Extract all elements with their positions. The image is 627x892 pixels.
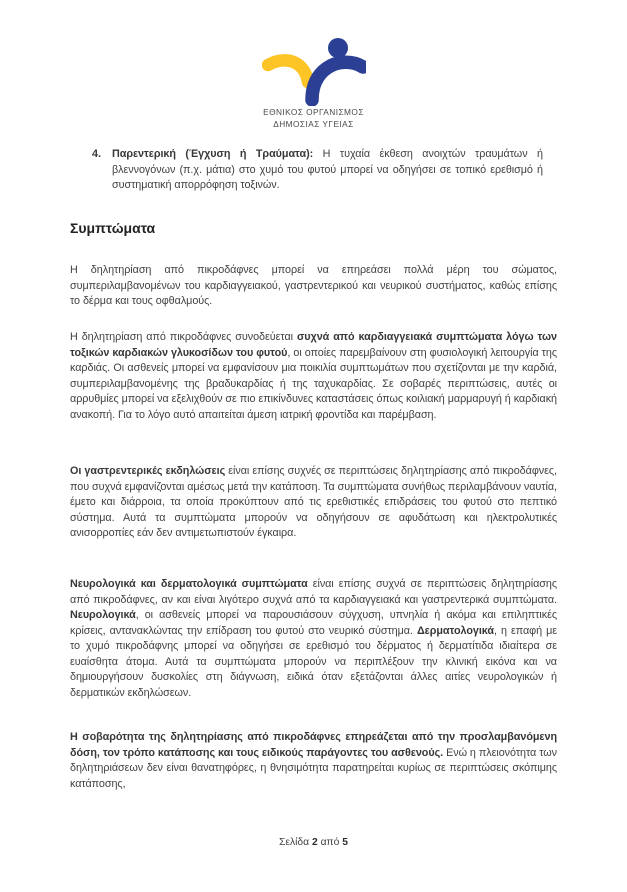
paragraph-gastrointestinal: Οι γαστρεντερικές εκδηλώσεις είναι επίσης συχνές σε περιπτώσεις δηλητηρίασης από πικροδάφνες, που συχνά εμφανίζονται αμέσως μετά την κατάποση. Τα συμπτώματα συνήθως περιλαμβάνουν ναυτία, έμετο και διάρροια, τα οποία προκύπτουν από τις ερεθιστικές επιδράσεις του φυτού στο πεπτικό σύστημα. Αυτά τα συμπτώματα μπορούν να οδηγήσουν σε αφυδάτωση και ηλεκτρολυτικές ανισορροπίες εάν δεν αντιμετωπιστούν έγκαιρα.: [70, 465, 557, 539]
paragraph-cardiovascular: Η δηλητηρίαση από πικροδάφνες συνοδεύεται συχνά από καρδιαγγειακά συμπτώματα λόγω των τοξικών καρδιακών γλυκοσίδων του φυτού, οι οποίες παρεμβαίνουν στη φυσιολογική λειτουργία της καρδιάς. Οι ασθενείς μπορεί να εμφανίσουν μια ποικιλία συμπτωμάτων που σχετίζονται με την καρδιά, συμπεριλαμβανομένης της βραδυκαρδίας ή της ταχυκαρδίας. Σε σοβαρές περιπτώσεις, αυτές οι αρρυθμίες μπορεί να εξελιχθούν σε πιο επικίνδυνες καταστάσεις όπως κοιλιακή μαρμαρυγή ή καρδιακή ανακοπή. Για το λόγο αυτό απαιτείται άμεση ιατρική φροντίδα και παρέμβαση.: [70, 331, 557, 421]
org-name-line2: ΔΗΜΟΣΙΑΣ ΥΓΕΙΑΣ: [273, 119, 354, 129]
eody-logo-icon: [262, 36, 366, 106]
numbered-list-item-4: [92, 147, 543, 194]
org-logo: [0, 36, 627, 130]
paragraph-neuro-dermatological: Νευρολογικά και δερματολογικά συμπτώματα είναι επίσης συχνά σε περιπτώσεις δηλητηρίασης από πικροδάφνες, αν και είναι λιγότερο συχνά από τα καρδιαγγειακά και γαστρεντερικά συμπτώματα. Νευρολογικά, οι ασθενείς μπορεί να παρουσιάσουν σύγχυση, υπνηλία ή ακόμα και επιληπτικές κρίσεις, αντανακλώντας την επίδραση του φυτού στο νευρικό σύστημα. Δερματολογικά, η επαφή με το χυμό πικροδάφνης μπορεί να οδηγήσει σε ερεθισμό του δέρματος ή δερματίτιδα ιδιαίτερα σε ευαίσθητα άτομα. Αυτά τα συμπτώματα μπορούν να περιπλέξουν την κλινική εικόνα και να δημιουργήσουν δυσκολίες στη διάγνωση, ειδικά όταν εξετάζονται άλλες αιτίες νευρολογικών ή δερματικών εκδηλώσεων.: [70, 578, 557, 699]
paragraph-severity: Η σοβαρότητα της δηλητηρίασης από πικροδάφνες επηρεάζεται από την προσλαμβανόμενη δόση, τον τρόπο κατάποσης και τους ειδικούς παράγοντες του ασθενούς. Ενώ η πλειονότητα των δηλητηριάσεων δεν είναι θανατηφόρες, η θνησιμότητα παρατηρείται κυρίως σε περιπτώσεις σκόπιμης κατάποσης,: [70, 731, 558, 790]
section-heading-symptoms: Συμπτώματα: [70, 220, 156, 236]
paragraph-overview: Η δηλητηρίαση από πικροδάφνες μπορεί να επηρεάσει πολλά μέρη του σώματος, συμπεριλαμβανομένων του καρδιαγγειακού, γαστρεντερικού και νευρικού συστήματος, καθώς επίσης το δέρμα και τους οφθαλμούς.: [70, 264, 557, 307]
org-name-line1: ΕΘΝΙΚΟΣ ΟΡΓΑΝΙΣΜΟΣ: [263, 107, 364, 117]
page-number-footer: Σελίδα 2 από 5: [279, 837, 348, 848]
list-item-number: 4.: [92, 148, 101, 160]
list-item-text: Παρεντερική (Έγχυση ή Τραύματα): Η τυχαία έκθεση ανοιχτών τραυμάτων ή βλεννογόνων (π.χ. μάτια) στο χυμό του φυτού μπορεί να οδηγήσει σε τοπικό ερεθισμό ή συστηματική απορρόφηση τοξινών.: [112, 148, 543, 191]
